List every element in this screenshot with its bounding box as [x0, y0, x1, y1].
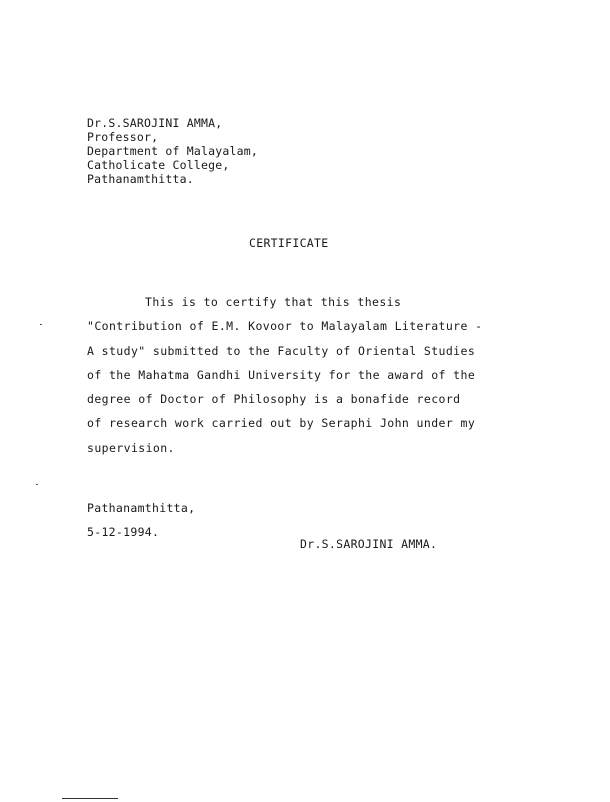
certificate-title: CERTIFICATE [249, 236, 329, 250]
body-line: degree of Doctor of Philosophy is a bonafide record [87, 392, 461, 407]
body-line: A study" submitted to the Faculty of Oriental Studies [87, 343, 476, 358]
body-line: supervision. [87, 440, 175, 455]
certificate-body [87, 290, 482, 460]
closing-place: Pathanamthitta, [87, 501, 196, 515]
body-line: This is to certify that this thesis [145, 295, 402, 309]
scan-speck [36, 484, 38, 485]
scan-edge-line [62, 798, 118, 799]
sender-place: Pathanamthitta. [87, 172, 194, 186]
body-line: "Contribution of E.M. Kovoor to Malayalam Literature - [87, 319, 483, 334]
sender-department: Department of Malayalam, [87, 144, 258, 158]
sender-college: Catholicate College, [87, 158, 230, 172]
closing-date: 5-12-1994. [87, 525, 160, 539]
body-line: of the Mahatma Gandhi University for the award of the [87, 367, 476, 382]
sender-address [87, 116, 258, 186]
sender-designation: Professor, [87, 130, 159, 144]
scan-speck [40, 324, 42, 325]
sender-name: Dr.S.SAROJINI AMMA, [87, 116, 223, 130]
body-line: of research work carried out by Seraphi John under my [87, 416, 476, 431]
signatory-name: Dr.S.SAROJINI AMMA. [300, 537, 438, 551]
